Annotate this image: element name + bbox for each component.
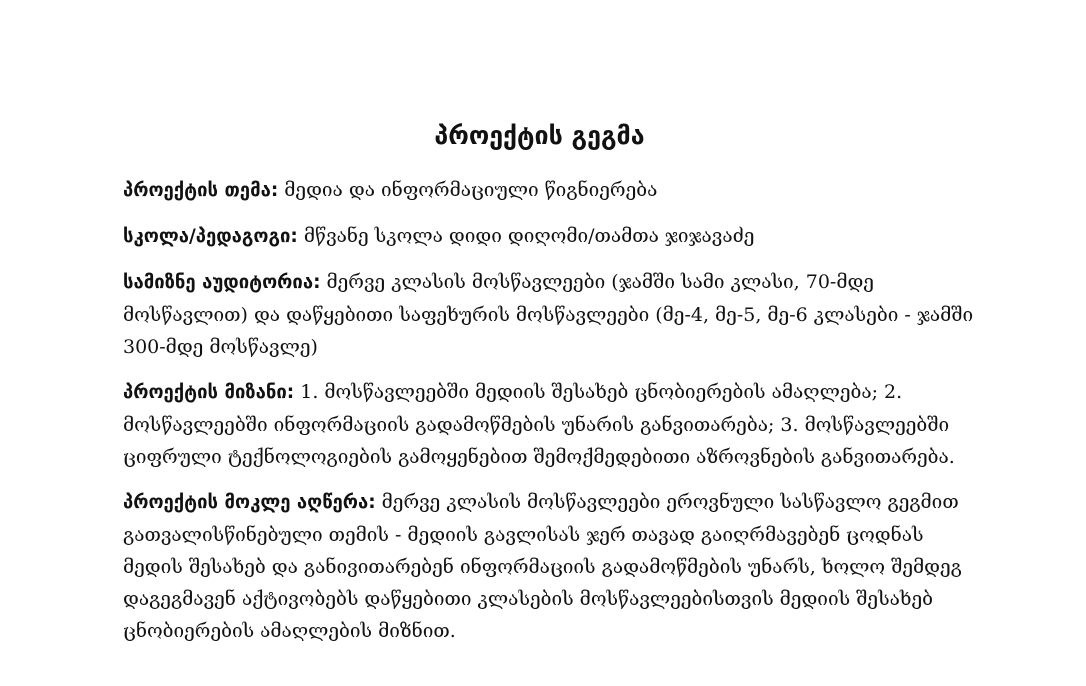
section-description (123, 486, 976, 647)
section-text: 1. მოსწავლეებში მედიის შესახებ ცნობიერების ამაღლება; 2. მოსწავლეებში ინფორმაციის გადამოწმების უნარის განვითარება; 3. მოსწავლეებში ციფრული ტექნოლოგიების გამოყენებით შემოქმედებითი აზროვნების განვითარება. (123, 381, 955, 468)
section-text: მერვე კლასის მოსწავლეები ეროვნული სასწავლო გეგმით გათვალისწინებული თემის - მედიის გავლისას ჯერ თავად გაიღრმავებენ ცოდნას მედის შესახებ და განივითარებენ ინფორმაციის გადამოწმების უნარს, ხოლო შემდეგ დაგეგმავენ აქტივობებს დაწყებითი კლასების მოსწავლეებისთვის მედიის შესახებ ცნობიერების ამაღლების მიზნით. (123, 491, 962, 642)
section-label: პროექტის მიზანი: (123, 382, 295, 403)
section-goals (123, 376, 976, 473)
section-target-audience (123, 266, 976, 363)
section-school-teacher (123, 220, 976, 253)
section-label: პროექტის თემა: (123, 180, 279, 201)
section-topic (123, 174, 976, 207)
section-text: მედია და ინფორმაციული წიგნიერება (284, 179, 658, 201)
section-text: მწვანე სკოლა დიდი დიღომი/თამთა ჯიჯავაძე (303, 225, 755, 247)
section-label: სამიზნე აუდიტორია: (123, 272, 321, 293)
section-text: მერვე კლასის მოსწავლეები (ჯამში სამი კლასი, 70-მდე მოსწავლით) და დაწყებითი საფეხურის მოსწავლეები (მე-4, მე-5, მე-6 კლასები - ჯამში 300-მდე მოსწავლე) (123, 271, 974, 358)
section-label: პროექტის მოკლე აღწერა: (123, 492, 376, 513)
section-label: სკოლა/პედაგოგი: (123, 226, 298, 247)
page-title: პროექტის გეგმა (434, 121, 645, 150)
